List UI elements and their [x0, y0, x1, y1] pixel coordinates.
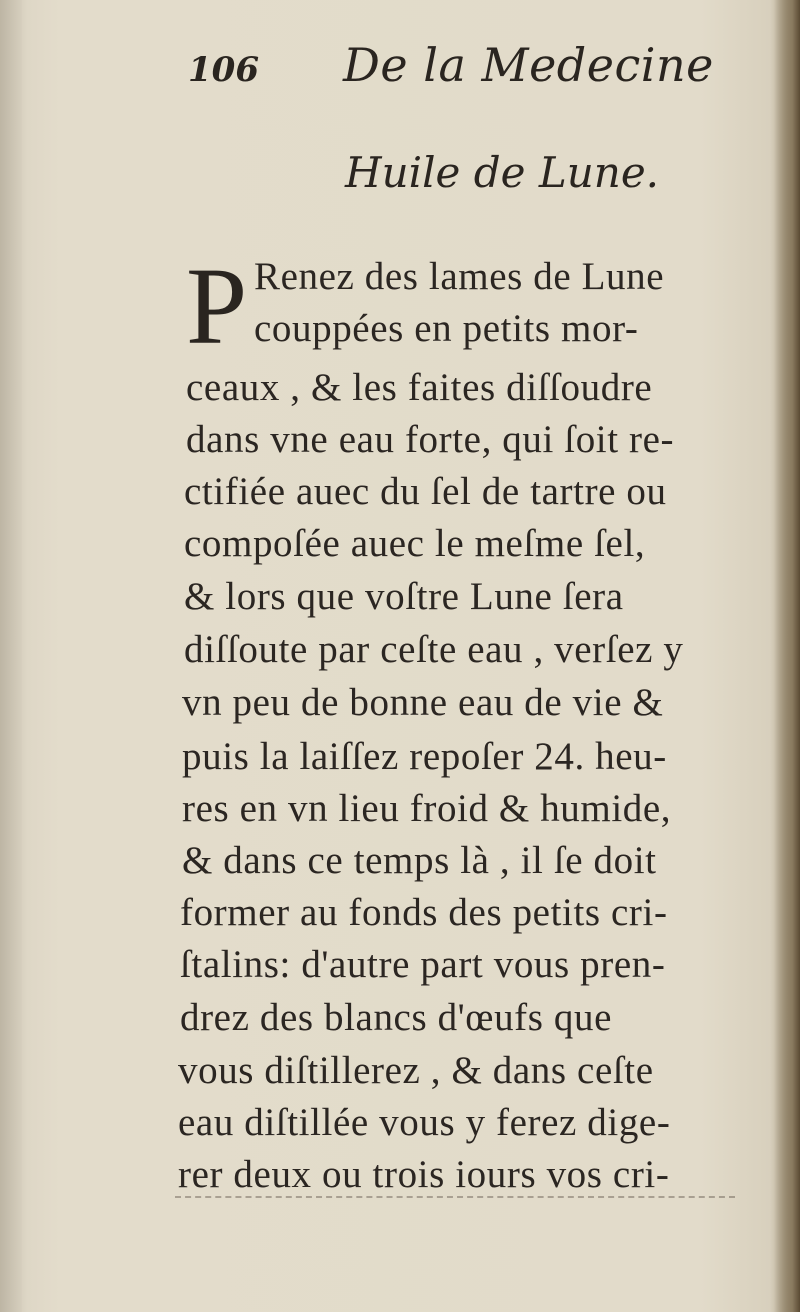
- text-line-12: & dans ce temps là , il ſe doit: [182, 839, 657, 882]
- running-title: De la Medecine: [343, 38, 714, 92]
- text-line-5: ctifiée auec du ſel de tartre ou: [184, 470, 667, 513]
- text-line-13: former au fonds des petits cri-: [180, 891, 668, 934]
- text-line-15: drez des blancs d'œufs que: [180, 996, 612, 1039]
- bottom-rule: [175, 1196, 735, 1198]
- text-line-8: diſſoute par ceſte eau , verſez y: [184, 628, 684, 671]
- text-line-6: compoſée auec le meſme ſel,: [184, 522, 646, 565]
- text-line-3: ceaux , & les faites diſſoudre: [186, 366, 653, 409]
- text-line-1: Renez des lames de Lune: [254, 255, 665, 298]
- page-gutter-shadow: [774, 0, 800, 1312]
- text-line-10: puis la laiſſez repoſer 24. heu-: [182, 735, 667, 778]
- text-line-2: couppées en petits mor-: [254, 307, 639, 350]
- text-line-7: & lors que voſtre Lune ſera: [184, 575, 624, 618]
- section-title: Huile de Lune.: [345, 148, 660, 197]
- drop-capital: P: [186, 245, 248, 367]
- text-line-17: eau diſtillée vous y ferez dige-: [178, 1101, 671, 1144]
- page-left-margin: [0, 0, 22, 1312]
- text-line-9: vn peu de bonne eau de vie &: [182, 681, 664, 724]
- text-line-16: vous diſtillerez , & dans ceſte: [178, 1049, 654, 1092]
- text-line-14: ſtalins: d'autre part vous pren-: [180, 943, 666, 986]
- text-line-4: dans vne eau forte, qui ſoit re-: [186, 418, 675, 461]
- text-line-18: rer deux ou trois iours vos cri-: [178, 1153, 670, 1196]
- text-line-11: res en vn lieu froid & humide,: [182, 787, 672, 830]
- page-number: 106: [188, 50, 259, 90]
